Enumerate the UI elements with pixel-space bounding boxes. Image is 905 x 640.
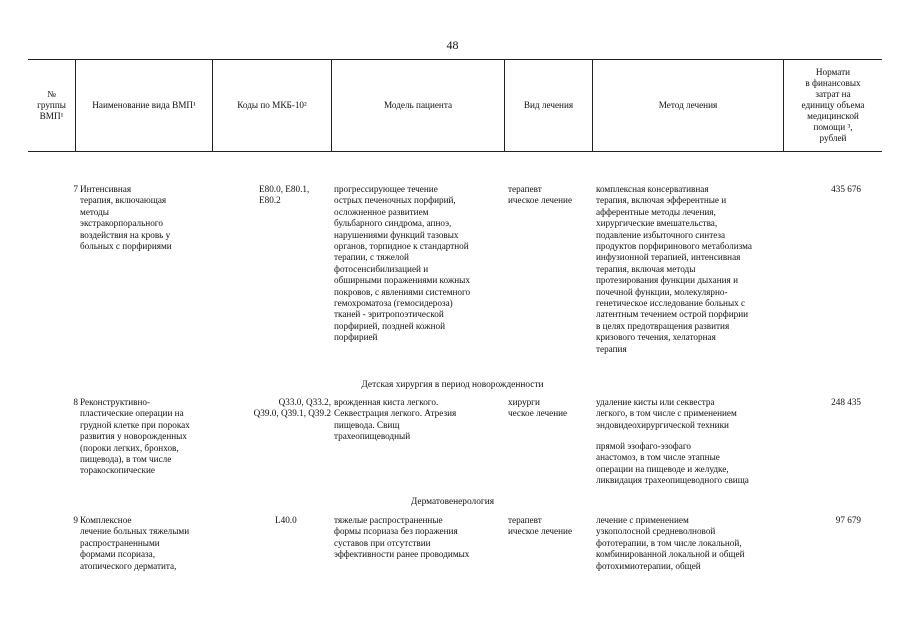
row-codes: E80.0, E80.1, E80.2 — [259, 184, 310, 206]
row-model: врожденная киста легкого. Секвестрация легкого. Атрезия пищевода. Свищ трахеопищеводный — [334, 397, 457, 442]
header-col-model: Модель пациента — [383, 100, 453, 110]
row-norm: 435 676 — [831, 184, 861, 194]
row-treatment: хирурги ческое лечение — [508, 397, 568, 419]
row-codes: L40.0 — [275, 515, 297, 525]
row-group-number: 7 — [73, 184, 78, 194]
header-col-group-number: № группы ВМП¹ — [37, 89, 66, 121]
row-model: прогрессирующее течение острых печеночных порфирий, осложненное развитием бульбарного синдрома, апноэ, нарушениями функций тазовых органов, торпидное к стандартной терапии, с тяжелой фотосенсибилизацией и обширными поражениями кожных покровов, с явлениями системного гемохроматоза (гемосидероза) тканей - эритропоэтической порфирией, поздней кожной порфирией — [334, 184, 471, 343]
row-model: тяжелые распространенные формы псориаза без поражения суставов при отсутствии эффективности ранее проводимых — [334, 515, 470, 560]
row-method: удаление кисты или секвестра легкого, в том числе с применением эндовидеохирургической техники — [596, 397, 737, 430]
row-group-number: 9 — [73, 515, 78, 525]
row-treatment: терапевт ическое лечение — [508, 184, 573, 206]
row-name: Комплексное лечение больных тяжелыми распространенными формами псориаза, атопического дерматита, — [80, 515, 190, 571]
header-col-codes: Коды по МКБ-10² — [237, 100, 307, 110]
row-name: Интенсивная терапия, включающая методы экстракорпорального воздействия на кровь у больных с порфириями — [80, 184, 172, 252]
header-col-treatment: Вид лечения — [523, 100, 574, 110]
page-number: 48 — [446, 38, 459, 52]
row-norm: 248 435 — [831, 397, 861, 407]
row-group-number: 8 — [73, 397, 78, 407]
row-name: Реконструктивно- пластические операции на грудной клетке при пороках развития у новорожденных (пороки легких, бронхов, пищевода), в том числе торакоскопические — [80, 397, 190, 476]
row-norm: 97 679 — [835, 515, 861, 525]
row-method: лечение с применением узкополосной средневолновой фототерапии, в том числе локальной, комбинированной локальной и общей фотохимиотерапии, общей — [596, 515, 745, 571]
header-col-method: Метод лечения — [658, 100, 718, 110]
row-treatment: терапевт ическое лечение — [508, 515, 573, 537]
header-bottom-rule — [28, 151, 882, 152]
section-heading: Дерматовенерология — [410, 497, 495, 507]
header-col-name: Наименование вида ВМП¹ — [92, 100, 196, 110]
header-col-norm: Нормати в финансовых затрат на единицу объема медицинской помощи ³, рублей — [801, 67, 865, 143]
row-method: комплексная консервативная терапия, включая эфферентные и афферентные методы лечения, хирургические вмешательства, подавление избыточного синтеза продуктов порфиринового метаболизма инфузионной терапией, интенсивная терапия, включая методы протезирования функции дыхания и почечной функции, молекулярно- генетическое исследование больных с латентным течением острой порфирии в целях предотвращения развития кризового течения, хелаторная терапия — [596, 184, 752, 354]
row-codes: Q33.0, Q33.2, Q39.0, Q39.1, Q39.2 — [253, 397, 331, 419]
section-heading: Детская хирургия в период новорожденности — [361, 380, 544, 390]
row-method-alt: прямой эзофаго-эзофаго анастомоз, в том числе этапные операции на пищеводе и желудке, ликвидация трахеопищеводного свища — [596, 441, 749, 486]
